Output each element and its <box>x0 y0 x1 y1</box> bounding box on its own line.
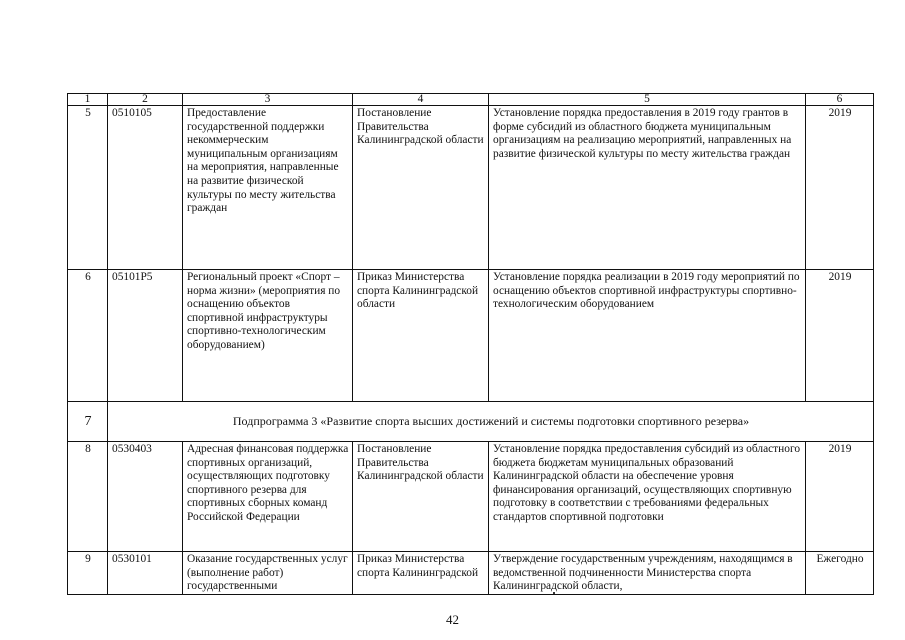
header-cell: 5 <box>489 94 806 106</box>
table-row <box>68 270 874 402</box>
legal-act: Приказ Министерства спорта Калининградской <box>353 552 489 595</box>
row-number: 5 <box>68 106 108 270</box>
header-cell: 6 <box>806 94 874 106</box>
act-content: Установление порядка предоставления субсидий из областного бюджета бюджетам муниципальных образований Калининградской области на обеспечение уровня финансирования организаций, осуществляющих спортивную подготовку в соответствии с требованиями федеральных стандартов спортивной подготовки <box>489 442 806 552</box>
act-content: Установление порядка реализации в 2019 году мероприятий по оснащению объектов спортивной инфраструктуры спортивно-технологическим оборудованием <box>489 270 806 402</box>
event-name: Адресная финансовая поддержка спортивных организаций, осуществляющих подготовку спортивного резерва для спортивных сборных команд Российской Федерации <box>183 442 353 552</box>
subprogram-row <box>68 402 874 442</box>
table-row <box>68 106 874 270</box>
deadline: 2019 <box>806 270 874 402</box>
header-cell: 3 <box>183 94 353 106</box>
page-number: 42 <box>446 612 459 627</box>
row-number: 9 <box>68 552 108 595</box>
event-name: Предоставление государственной поддержки некоммерческим муниципальным организациям на мероприятия, направленные на развитие физической культуры по месту жительства граждан <box>183 106 353 270</box>
header-cell: 1 <box>68 94 108 106</box>
legal-act: Постановление Правительства Калининградской области <box>353 106 489 270</box>
legal-act: Приказ Министерства спорта Калининградской области <box>353 270 489 402</box>
table-row <box>68 442 874 552</box>
act-content: Установление порядка предоставления в 2019 году грантов в форме субсидий из областного бюджета муниципальным организациям на реализацию мероприятий, направленных на развитие физической культуры по месту жительства граждан <box>489 106 806 270</box>
row-number: 7 <box>68 402 108 442</box>
table-row <box>68 552 874 595</box>
deadline: Ежегодно <box>806 552 874 595</box>
event-name: Региональный проект «Спорт – норма жизни» (мероприятия по оснащению объектов спортивной инфраструктуры спортивно-технологическим оборудованием) <box>183 270 353 402</box>
budget-code: 0530403 <box>108 442 183 552</box>
scan-speck <box>553 592 555 594</box>
budget-code: 05101P5 <box>108 270 183 402</box>
header-cell: 4 <box>353 94 489 106</box>
row-number: 6 <box>68 270 108 402</box>
legal-act: Постановление Правительства Калининградской области <box>353 442 489 552</box>
deadline: 2019 <box>806 106 874 270</box>
document-table <box>67 93 874 595</box>
event-name: Оказание государственных услуг (выполнение работ) государственными <box>183 552 353 595</box>
act-content: Утверждение государственным учреждениям, находящимся в ведомственной подчиненности Министерства спорта Калининградской области, <box>489 552 806 595</box>
row-number: 8 <box>68 442 108 552</box>
budget-code: 0530101 <box>108 552 183 595</box>
header-cell: 2 <box>108 94 183 106</box>
subprogram-title: Подпрограмма 3 «Развитие спорта высших достижений и системы подготовки спортивного резерва» <box>108 402 874 442</box>
table-header-row <box>68 94 874 106</box>
budget-code: 0510105 <box>108 106 183 270</box>
deadline: 2019 <box>806 442 874 552</box>
